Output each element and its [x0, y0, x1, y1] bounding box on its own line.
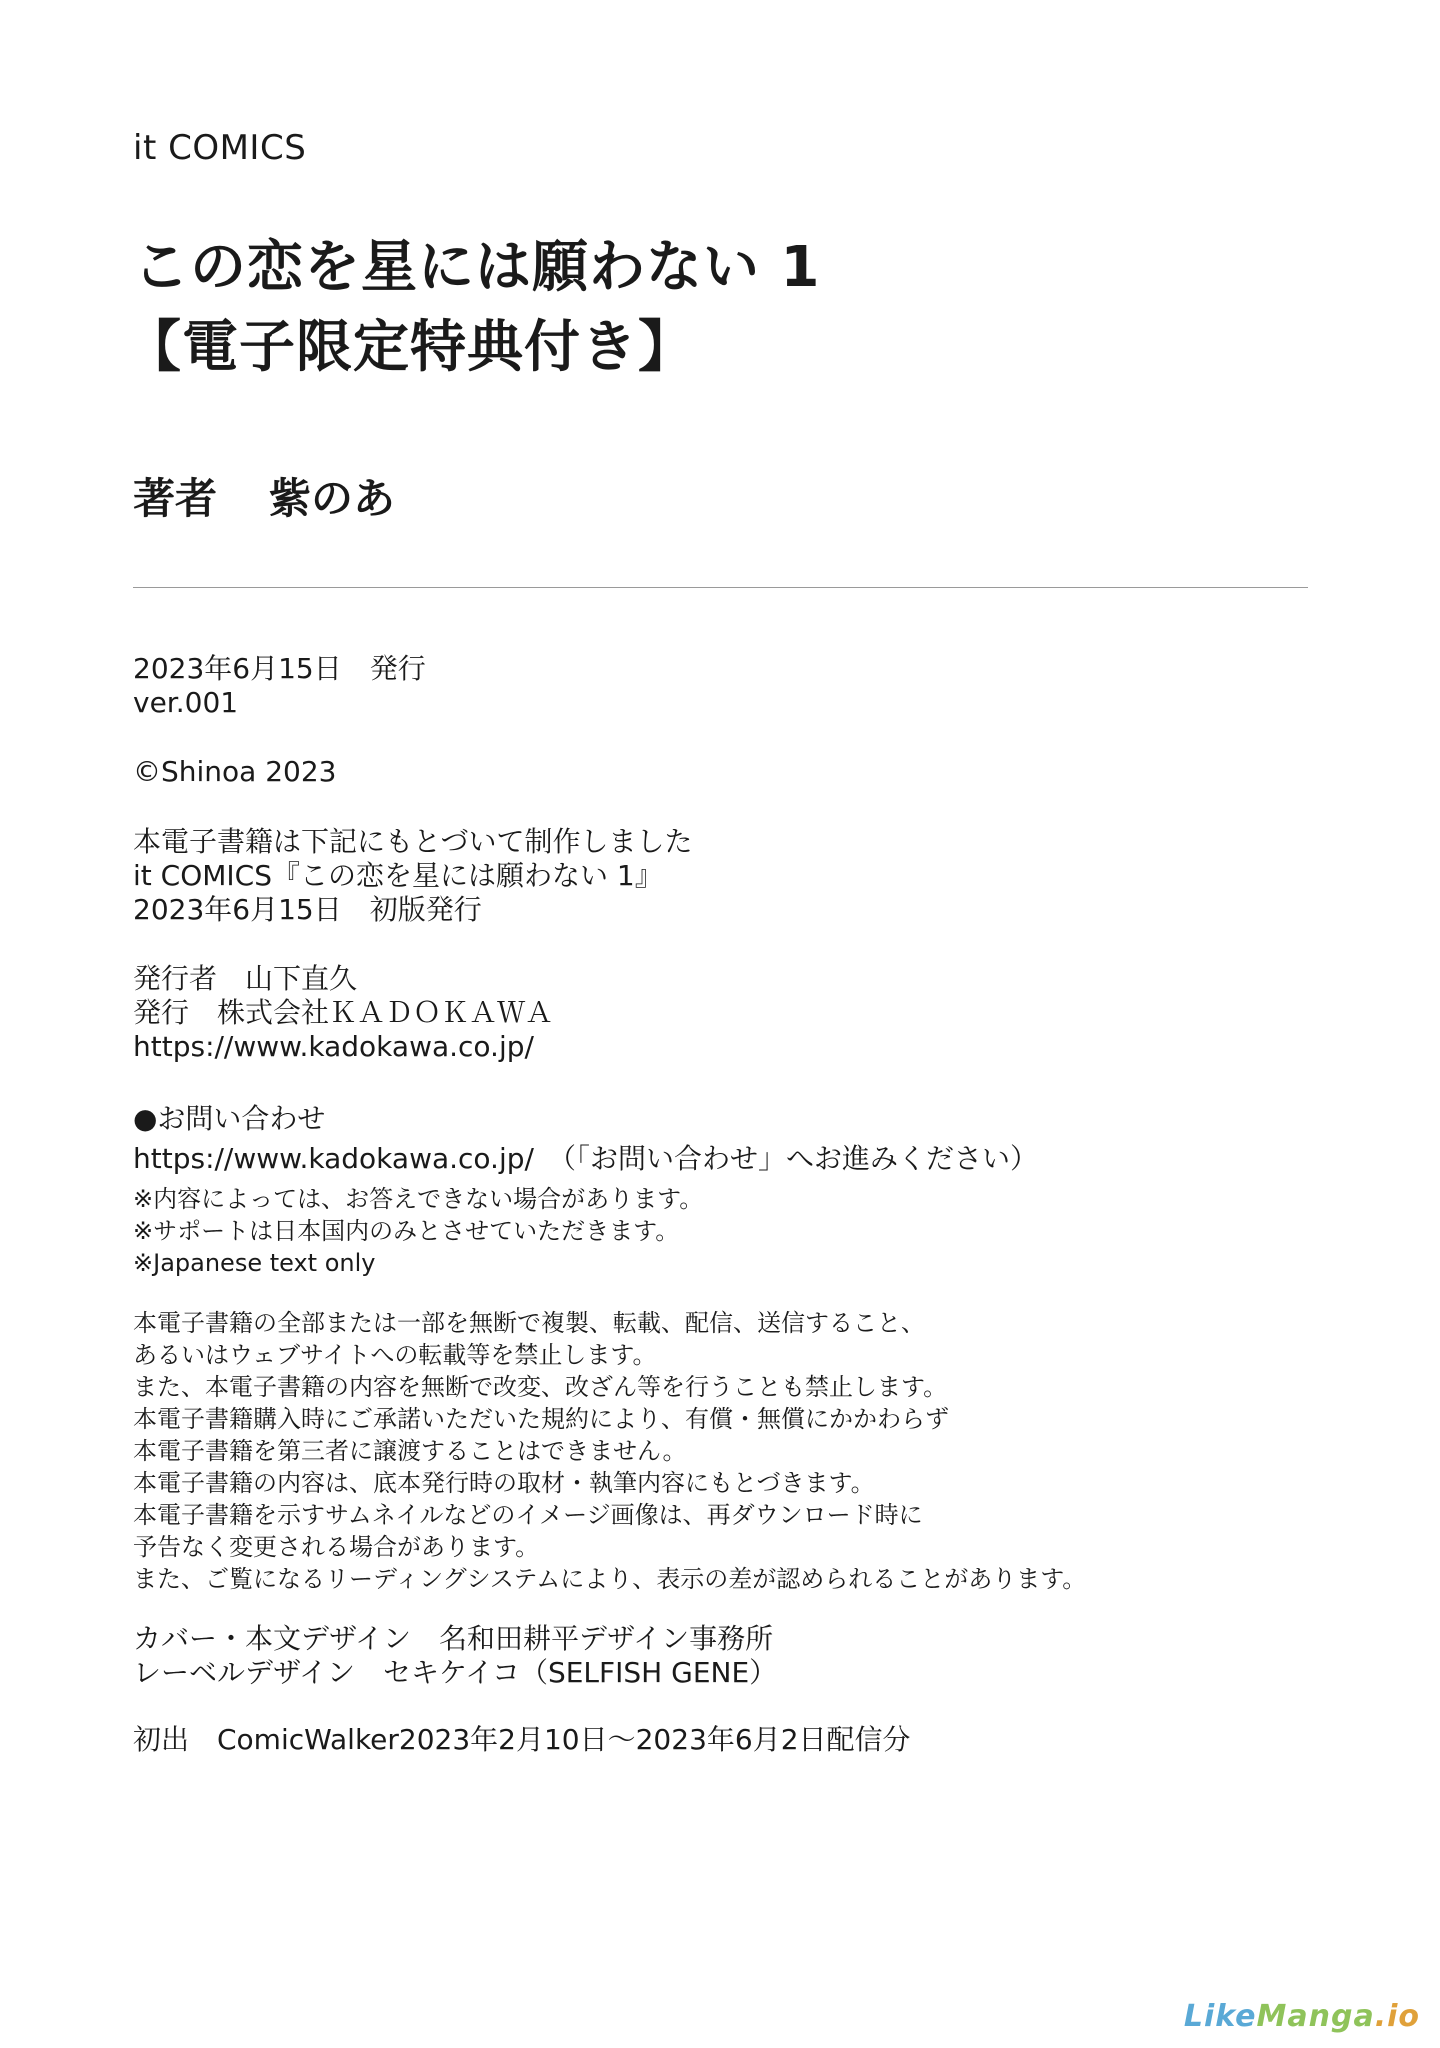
legal-line: 予告なく変更される場合があります。 [133, 1533, 540, 1561]
copyright: ©Shinoa 2023 [133, 755, 337, 788]
contact-url: https://www.kadokawa.co.jp/ （「お問い合わせ」へお進みください） [133, 1142, 1038, 1175]
author-line [133, 466, 395, 526]
divider [133, 587, 1308, 588]
version: ver.001 [133, 686, 239, 719]
series-label: it COMICS [133, 128, 307, 168]
contact-heading: ●お問い合わせ [133, 1102, 326, 1135]
publisher-url: https://www.kadokawa.co.jp/ [133, 1030, 534, 1063]
legal-line: あるいはウェブサイトへの転載等を禁止します。 [133, 1341, 657, 1369]
source-note: 本電子書籍は下記にもとづいて制作しました [133, 825, 693, 858]
legal-line: 本電子書籍の内容は、底本発行時の取材・執筆内容にもとづきます。 [133, 1469, 875, 1497]
legal-line: 本電子書籍を示すサムネイルなどのイメージ画像は、再ダウンロード時に [133, 1501, 923, 1529]
legal-line: 本電子書籍の全部または一部を無断で複製、転載、配信、送信すること、 [133, 1309, 925, 1337]
legal-line: また、ご覧になるリーディングシステムにより、表示の差が認められることがあります。 [133, 1565, 1087, 1593]
publication-date: 2023年6月15日 発行 [133, 652, 426, 685]
design-label: レーベルデザイン セキケイコ（SELFISH GENE） [133, 1656, 778, 1689]
legal-line: 本電子書籍を第三者に譲渡することはできません。 [133, 1437, 687, 1465]
contact-note: ※内容によっては、お答えできない場合があります。 [133, 1185, 704, 1213]
design-cover: カバー・本文デザイン 名和田耕平デザイン事務所 [133, 1622, 774, 1655]
first-appearance: 初出 ComicWalker2023年2月10日～2023年6月2日配信分 [133, 1723, 911, 1756]
author-label: 著者 [133, 474, 218, 523]
book-title [125, 228, 821, 388]
book-title-main: この恋を星には願わない 1 [133, 235, 821, 300]
book-title-edition: 【電子限定特典付き】 [125, 315, 695, 380]
legal-line: 本電子書籍購入時にご承諾いただいた規約により、有償・無償にかかわらず [133, 1405, 949, 1433]
contact-note: ※サポートは日本国内のみとさせていただきます。 [133, 1217, 680, 1245]
site-watermark: LikeManga.io [1183, 1999, 1420, 2034]
publisher-company: 発行 株式会社ＫＡＤＯＫＡＷＡ [133, 996, 554, 1029]
contact-note: ※Japanese text only [133, 1249, 376, 1277]
source-original: it COMICS『この恋を星には願わない 1』 [133, 859, 663, 892]
source-original-date: 2023年6月15日 初版発行 [133, 893, 482, 926]
legal-line: また、本電子書籍の内容を無断で改変、改ざん等を行うことも禁止します。 [133, 1373, 948, 1401]
publisher-person: 発行者 山下直久 [133, 962, 358, 995]
author-name: 紫のあ [269, 474, 396, 523]
